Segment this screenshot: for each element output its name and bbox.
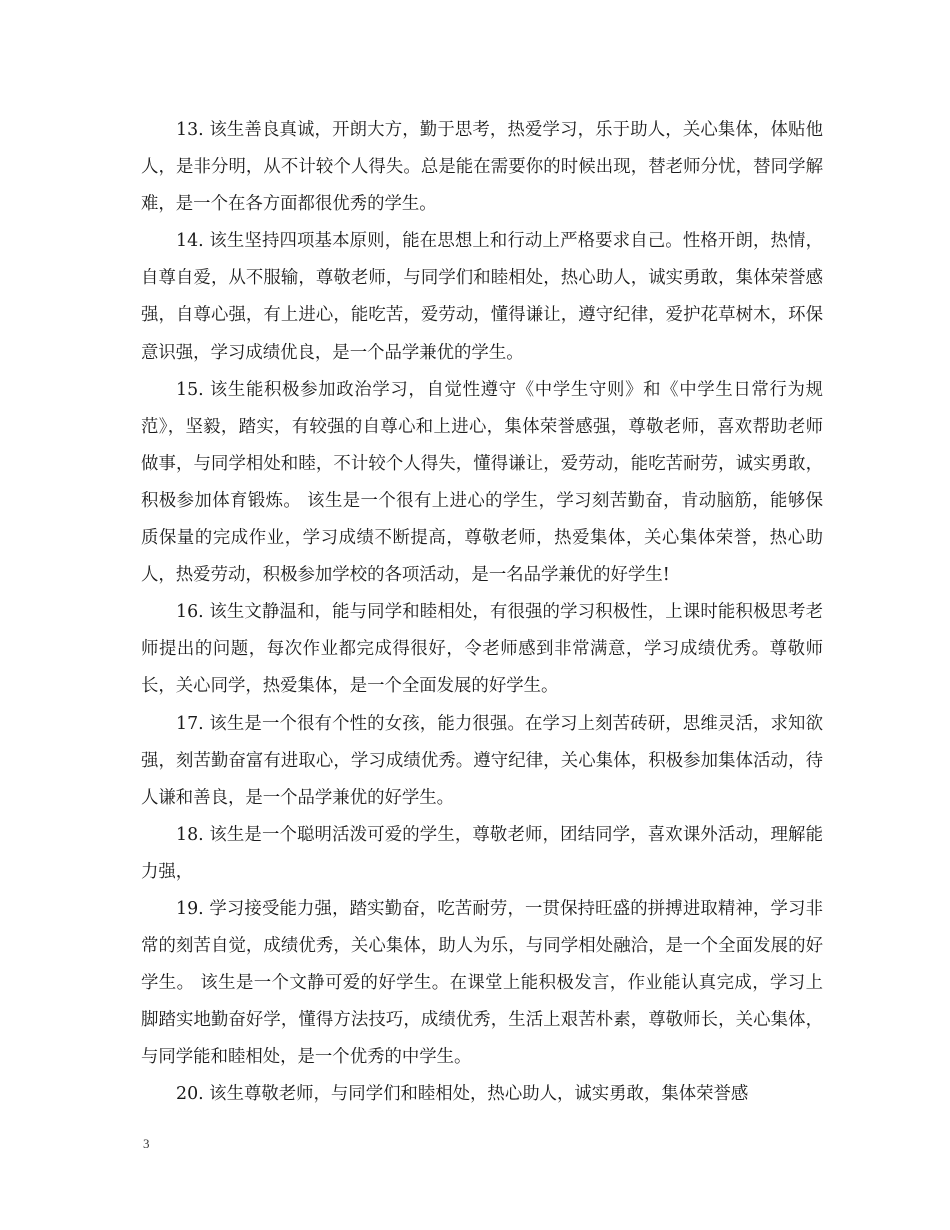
paragraph-18: 18. 该生是一个聪明活泼可爱的学生，尊敬老师，团结同学，喜欢课外活动，理解能力强，: [141, 824, 823, 882]
paragraph-13: 13. 该生善良真诚，开朗大方，勤于思考，热爱学习，乐于助人，关心集体，体贴他人，是非分明，从不计较个人得失。总是能在需要你的时候出现，替老师分忧，替同学解难，是一个在各方面都很优秀的学生。: [141, 120, 823, 215]
paragraph-17: 17. 该生是一个很有个性的女孩，能力很强。在学习上刻苦砖研，思维灵活，求知欲强，刻苦勤奋富有进取心，学习成绩优秀。遵守纪律，关心集体，积极参加集体活动，待人谦和善良，是一个品学兼优的好学生。: [141, 713, 823, 808]
paragraph-15: 15. 该生能积极参加政治学习，自觉性遵守《中学生守则》和《中学生日常行为规范》，坚毅，踏实，有较强的自尊心和上进心，集体荣誉感强，尊敬老师，喜欢帮助老师做事，与同学相处和睦，不计较个人得失，懂得谦让，爱劳动，能吃苦耐劳，诚实勇敢，积极参加体育锻炼。 该生是一个很有上进心的学生，学习刻苦勤奋，肯动脑筋，能够保质保量的完成作业，学习成绩不断提高，尊敬老师，热爱集体，关心集体荣誉，热心助人，热爱劳动，积极参加学校的各项活动，是一名品学兼优的好学生!: [141, 379, 823, 586]
paragraph-19: 19. 学习接受能力强，踏实勤奋，吃苦耐劳，一贯保持旺盛的拼搏进取精神，学习非常的刻苦自觉，成绩优秀，关心集体，助人为乐，与同学相处融洽，是一个全面发展的好学生。 该生是一个文静可爱的好学生。在课堂上能积极发言，作业能认真完成，学习上脚踏实地勤奋好学，懂得方法技巧，成绩优秀，生活上艰苦朴素，尊敬师长，关心集体，与同学能和睦相处，是一个优秀的中学生。: [141, 898, 823, 1068]
page-number: 3: [143, 1136, 150, 1151]
paragraph-20: 20. 该生尊敬老师，与同学们和睦相处，热心助人，诚实勇敢，集体荣誉感: [176, 1084, 749, 1105]
document-body: [141, 112, 823, 1114]
paragraph-14: 14. 该生坚持四项基本原则，能在思想上和行动上严格要求自己。性格开朗，热情，自尊自爱，从不服输，尊敬老师，与同学们和睦相处，热心助人，诚实勇敢，集体荣誉感强，自尊心强，有上进心，能吃苦，爱劳动，懂得谦让，遵守纪律，爱护花草树木，环保意识强，学习成绩优良，是一个品学兼优的学生。: [141, 231, 823, 363]
paragraph-16: 16. 该生文静温和，能与同学和睦相处，有很强的学习积极性，上课时能积极思考老师提出的问题，每次作业都完成得很好，令老师感到非常满意，学习成绩优秀。尊敬师长，关心同学，热爱集体，是一个全面发展的好学生。: [141, 602, 823, 697]
